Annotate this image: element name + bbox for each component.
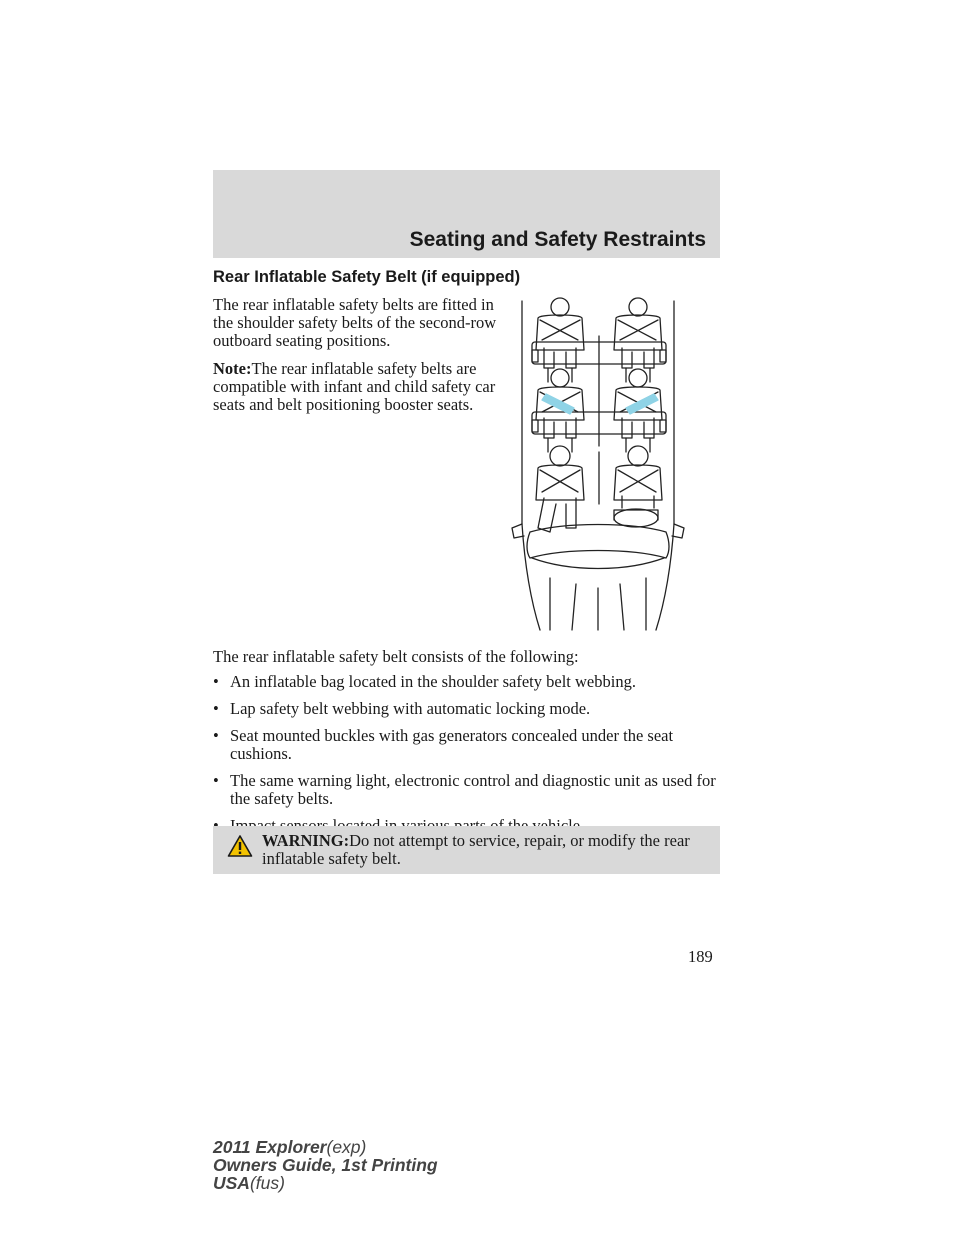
footer-line-model bbox=[213, 1138, 438, 1156]
warning-text bbox=[262, 832, 718, 868]
warning-message: Do not attempt to service, repair, or modify the rear inflatable safety belt. bbox=[262, 831, 690, 868]
footer-model-code: (exp) bbox=[326, 1137, 367, 1157]
vehicle-top-view-seating-diagram bbox=[510, 296, 686, 634]
header-band bbox=[213, 170, 720, 258]
list-item bbox=[213, 772, 723, 808]
footer-market: USA bbox=[213, 1173, 250, 1193]
component-list bbox=[213, 673, 723, 844]
footer-line-guide: Owners Guide, 1st Printing bbox=[213, 1155, 438, 1175]
list-item bbox=[213, 727, 723, 763]
list-item bbox=[213, 700, 723, 718]
section-heading: Rear Inflatable Safety Belt (if equipped) bbox=[213, 268, 521, 286]
bullet-marker: • bbox=[213, 726, 219, 745]
list-item-text: The same warning light, electronic control and diagnostic unit as used for the safety belts. bbox=[230, 771, 716, 808]
bullet-marker: • bbox=[213, 771, 219, 790]
footer-model: 2011 Explorer bbox=[213, 1137, 327, 1157]
list-item bbox=[213, 673, 723, 691]
footer-market-code: (fus) bbox=[249, 1173, 285, 1193]
warning-box bbox=[213, 826, 720, 874]
note-paragraph bbox=[213, 360, 505, 414]
page-number: 189 bbox=[688, 947, 713, 966]
chapter-title: Seating and Safety Restraints bbox=[409, 228, 706, 251]
footer-line-market bbox=[213, 1174, 438, 1192]
warning-triangle-icon bbox=[227, 834, 253, 858]
list-intro: The rear inflatable safety belt consists of the following: bbox=[213, 647, 579, 666]
list-item-text: Seat mounted buckles with gas generators concealed under the seat cushions. bbox=[230, 726, 674, 763]
vehicle-seating-figure bbox=[510, 296, 686, 634]
bullet-marker: • bbox=[213, 699, 219, 718]
warning-label: WARNING: bbox=[262, 831, 350, 850]
note-label: Note: bbox=[213, 359, 252, 378]
note-text: The rear inflatable safety belts are compatible with infant and child safety car seats and belt positioning booster seats. bbox=[213, 359, 496, 414]
list-item-text: An inflatable bag located in the shoulder safety belt webbing. bbox=[230, 672, 636, 691]
list-item-text: Lap safety belt webbing with automatic locking mode. bbox=[230, 699, 591, 718]
footer-printing-info bbox=[213, 1138, 438, 1192]
intro-text-block bbox=[213, 296, 505, 424]
bullet-marker: • bbox=[213, 672, 219, 691]
intro-paragraph: The rear inflatable safety belts are fitted in the shoulder safety belts of the second-row outboard seating positions. bbox=[213, 295, 497, 350]
